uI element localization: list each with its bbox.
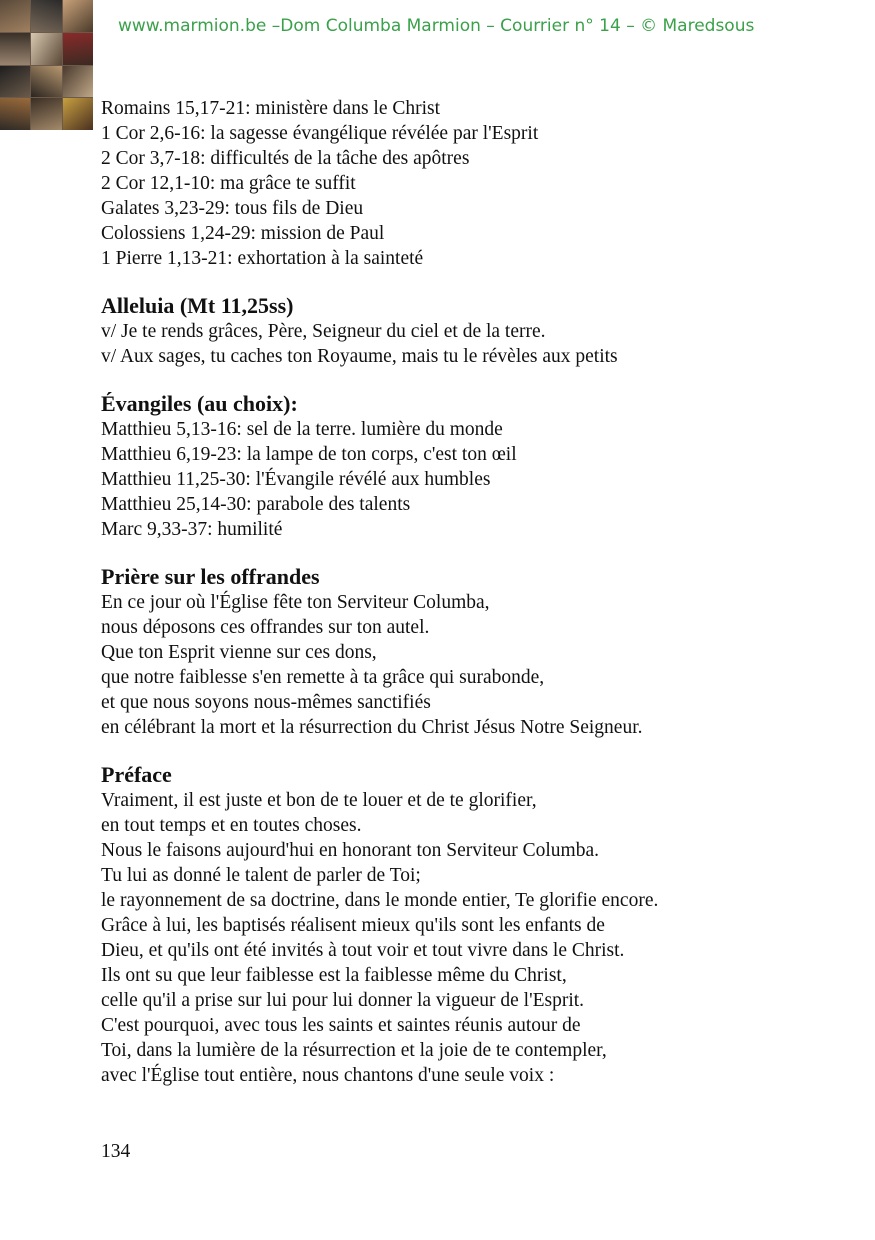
epistle-line: Galates 3,23-29: tous fils de Dieu: [101, 198, 364, 219]
header-photo-collage: [0, 0, 93, 130]
epistle-line: 2 Cor 12,1-10: ma grâce te suffit: [101, 173, 356, 194]
epistle-line: Colossiens 1,24-29: mission de Paul: [101, 223, 385, 244]
offerings-line: en célébrant la mort et la résurrection du Christ Jésus Notre Seigneur.: [101, 717, 643, 738]
offerings-line: et que nous soyons nous-mêmes sanctifiés: [101, 692, 431, 713]
preface-line: Grâce à lui, les baptisés réalisent mieux qu'ils sont les enfants de: [101, 915, 605, 936]
preface-section: [101, 762, 841, 1088]
portrait-tile: [31, 98, 61, 130]
gospel-line: Matthieu 11,25-30: l'Évangile révélé aux humbles: [101, 469, 491, 490]
preface-line: en tout temps et en toutes choses.: [101, 815, 362, 836]
portrait-tile: [0, 66, 30, 98]
offerings-line: Que ton Esprit vienne sur ces dons,: [101, 642, 377, 663]
gospel-line: Matthieu 5,13-16: sel de la terre. lumière du monde: [101, 419, 503, 440]
offerings-line: nous déposons ces offrandes sur ton autel.: [101, 617, 430, 638]
offerings-line: En ce jour où l'Église fête ton Serviteur Columba,: [101, 592, 490, 613]
page-number: 134: [101, 1141, 131, 1162]
epistle-line: 1 Pierre 1,13-21: exhortation à la sainteté: [101, 248, 424, 269]
portrait-tile: [63, 66, 93, 98]
preface-line: Toi, dans la lumière de la résurrection et la joie de te contempler,: [101, 1040, 607, 1061]
document-body: [101, 96, 841, 1088]
offerings-line: que notre faiblesse s'en remette à ta grâce qui surabonde,: [101, 667, 545, 688]
epistle-line: 1 Cor 2,6-16: la sagesse évangélique révélée par l'Esprit: [101, 123, 539, 144]
preface-line: Vraiment, il est juste et bon de te louer et de te glorifier,: [101, 790, 537, 811]
gospels-heading: Évangiles (au choix):: [101, 391, 298, 416]
portrait-tile: [0, 33, 30, 65]
portrait-tile: [31, 66, 61, 98]
gospel-line: Matthieu 6,19-23: la lampe de ton corps, c'est ton œil: [101, 444, 517, 465]
portrait-tile: [31, 33, 61, 65]
alleluia-verse: v/ Aux sages, tu caches ton Royaume, mais tu le révèles aux petits: [101, 346, 618, 367]
preface-line: le rayonnement de sa doctrine, dans le monde entier, Te glorifie encore.: [101, 890, 659, 911]
epistle-line: 2 Cor 3,7-18: difficultés de la tâche des apôtres: [101, 148, 470, 169]
gospels-section: [101, 391, 841, 542]
alleluia-heading: Alleluia (Mt 11,25ss): [101, 293, 294, 318]
alleluia-verse: v/ Je te rends grâces, Père, Seigneur du ciel et de la terre.: [101, 321, 546, 342]
offerings-heading: Prière sur les offrandes: [101, 564, 320, 589]
portrait-tile: [63, 98, 93, 130]
portrait-tile: [0, 98, 30, 130]
portrait-tile: [31, 0, 61, 32]
gospel-line: Matthieu 25,14-30: parabole des talents: [101, 494, 411, 515]
portrait-tile: [63, 0, 93, 32]
preface-line: Ils ont su que leur faiblesse est la faiblesse même du Christ,: [101, 965, 567, 986]
preface-line: Dieu, et qu'ils ont été invités à tout voir et tout vivre dans le Christ.: [101, 940, 625, 961]
alleluia-section: [101, 293, 841, 369]
gospel-line: Marc 9,33-37: humilité: [101, 519, 283, 540]
preface-line: C'est pourquoi, avec tous les saints et saintes réunis autour de: [101, 1015, 581, 1036]
preface-heading: Préface: [101, 762, 172, 787]
epistles-list: [101, 96, 841, 271]
epistle-line: Romains 15,17-21: ministère dans le Christ: [101, 98, 441, 119]
preface-line: celle qu'il a prise sur lui pour lui donner la vigueur de l'Esprit.: [101, 990, 585, 1011]
preface-line: Tu lui as donné le talent de parler de Toi;: [101, 865, 421, 886]
portrait-tile: [0, 0, 30, 32]
header-website-link[interactable]: www.marmion.be –Dom Columba Marmion – Courrier n° 14 – © Maredsous: [118, 16, 755, 36]
preface-line: avec l'Église tout entière, nous chantons d'une seule voix :: [101, 1065, 555, 1086]
preface-line: Nous le faisons aujourd'hui en honorant ton Serviteur Columba.: [101, 840, 599, 861]
portrait-tile: [63, 33, 93, 65]
offerings-section: [101, 564, 841, 740]
